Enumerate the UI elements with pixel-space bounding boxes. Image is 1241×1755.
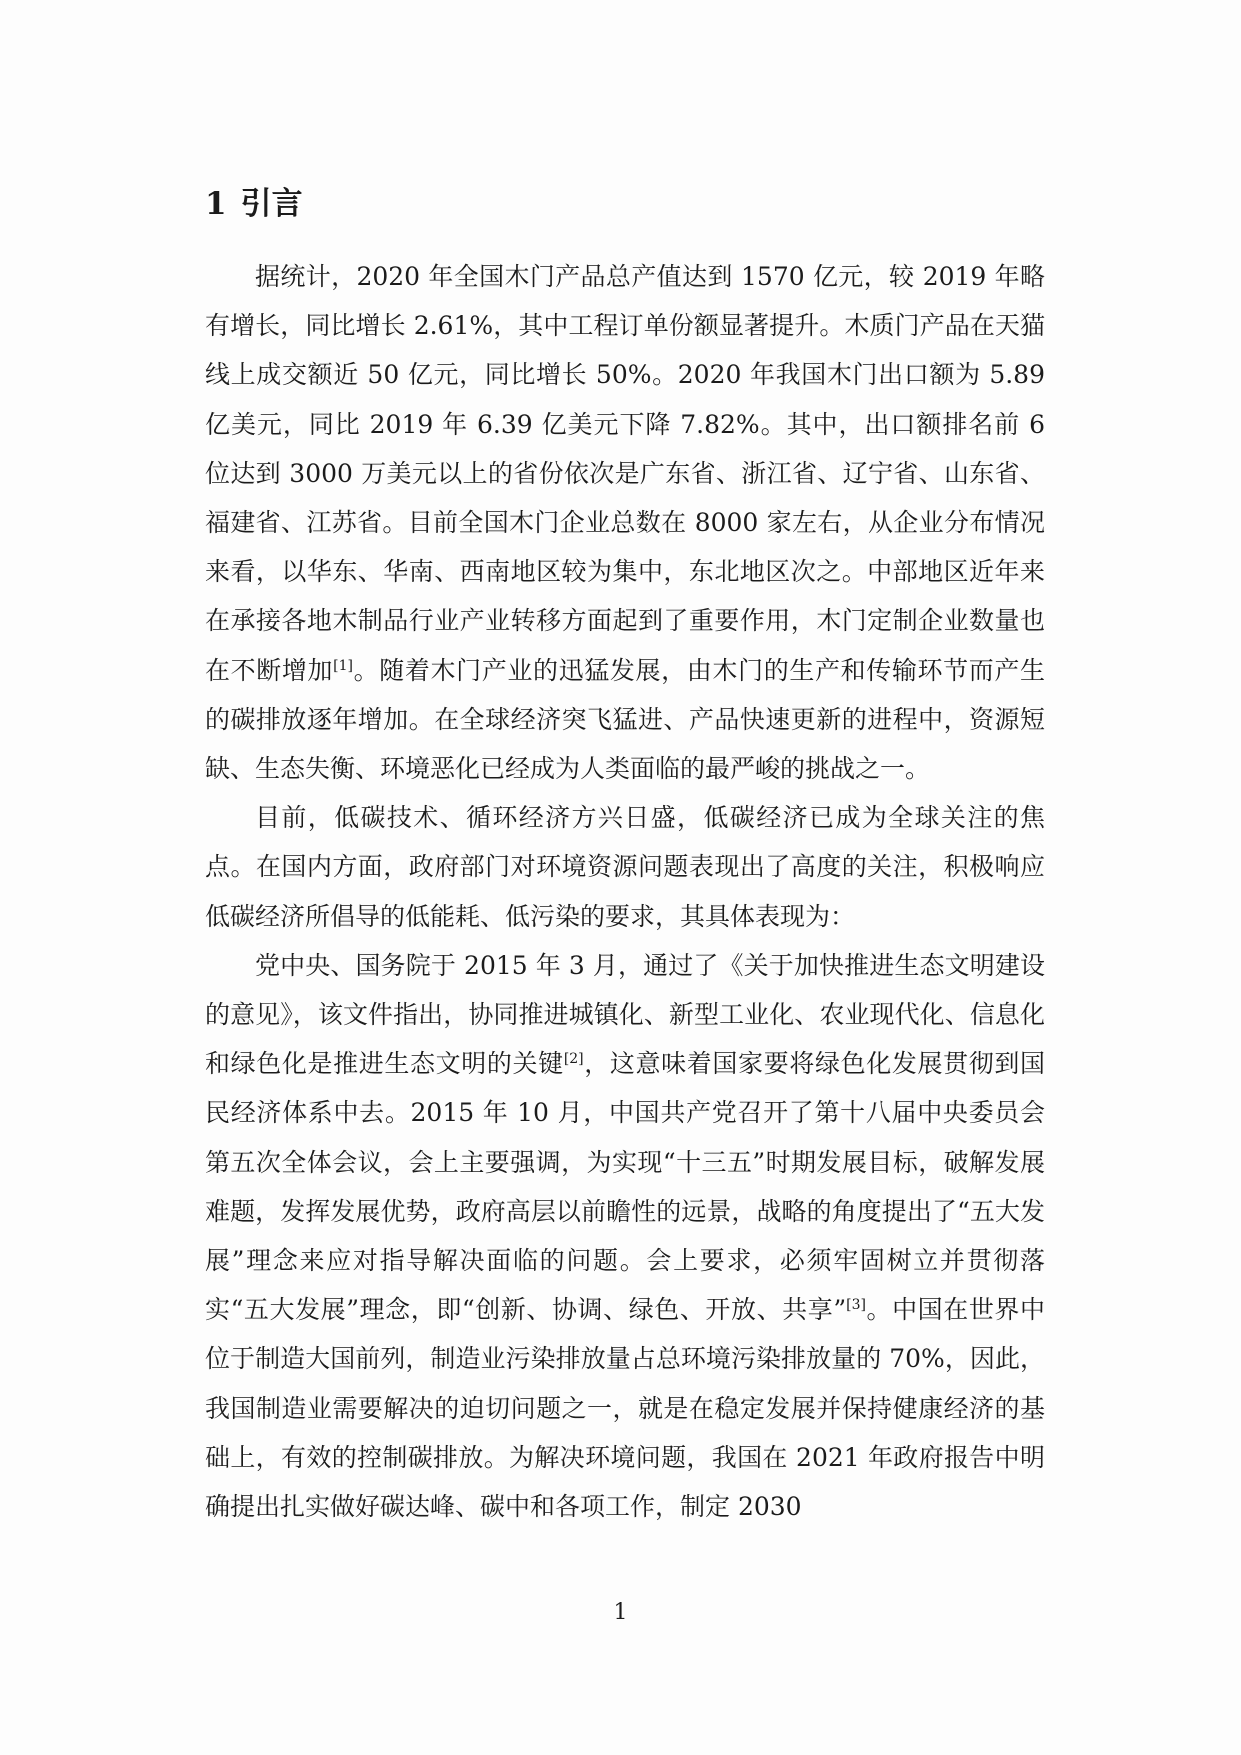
paragraph-2: [205, 793, 1045, 941]
citation-ref: [1]: [333, 657, 353, 674]
citation-ref: [3]: [846, 1297, 866, 1314]
section-number: 1: [205, 186, 227, 222]
paragraph-text: ，这意味着国家要将绿色化发展贯彻到国民经济体系中去。2015 年 10 月，中国共产党召开了第十八届中央委员会第五次全体会议，会上主要强调，为实现“十三五”时期发展目标，破解发展难题，发挥发展优势，政府高层以前瞻性的远景，战略的角度提出了“五大发展”理念来应对指导解决面临的问题。会上要求，必须牢固树立并贯彻落实“五大发展”理念，即“创新、协调、绿色、开放、共享”: [205, 1049, 1045, 1325]
paragraph-text: 党中央、国务院于 2015 年 3 月，通过了《关于加快推进生态文明建设的意见》，该文件指出，协同推进城镇化、新型工业化、农业现代化、信息化和绿色化是推进生态文明的关键: [205, 950, 1045, 1079]
citation-ref: [2]: [563, 1051, 584, 1068]
section-title: 引言: [240, 186, 303, 222]
paragraph-text: 目前，低碳技术、循环经济方兴日盛，低碳经济已成为全球关注的焦点。在国内方面，政府部门对环境资源问题表现出了高度的关注，积极响应低碳经济所倡导的低能耗、低污染的要求，其具体表现为：: [205, 803, 1045, 931]
section-heading: [205, 180, 1045, 228]
page-content: [205, 180, 1045, 1531]
paragraph-text: 据统计，2020 年全国木门产品总产值达到 1570 亿元，较 2019 年略有增长，同比增长 2.61%，其中工程订单份额显著提升。木质门产品在天猫线上成交额近 50 亿元，同比增长 50%。2020 年我国木门出口额为 5.89 亿美元，同比 2019 年 6.39 亿美元下降 7.82%。其中，出口额排名前 6 位达到 3000 万美元以上的省份依次是广东省、浙江省、辽宁省、山东省、福建省、江苏省。目前全国木门企业总数在 8000 家左右，从企业分布情况来看，以华东、华南、西南地区较为集中，东北地区次之。中部地区近年来在承接各地木制品行业产业转移方面起到了重要作用，木门定制企业数量也在不断增加: [205, 262, 1045, 685]
paragraph-3: [205, 941, 1045, 1531]
paragraph-text: 。随着木门产业的迅猛发展，由木门的生产和传输环节而产生的碳排放逐年增加。在全球经济突飞猛进、产品快速更新的进程中，资源短缺、生态失衡、环境恶化已经成为人类面临的最严峻的挑战之一。: [205, 655, 1045, 784]
page-number: 1: [613, 1600, 628, 1625]
paragraph-text: 。中国在世界中位于制造大国前列，制造业污染排放量占总环境污染排放量的 70%，因此，我国制造业需要解决的迫切问题之一，就是在稳定发展并保持健康经济的基础上，有效的控制碳排放。为解决环境问题，我国在 2021 年政府报告中明确提出扎实做好碳达峰、碳中和各项工作，制定 2030: [205, 1295, 1045, 1522]
paragraph-1: [205, 252, 1045, 793]
